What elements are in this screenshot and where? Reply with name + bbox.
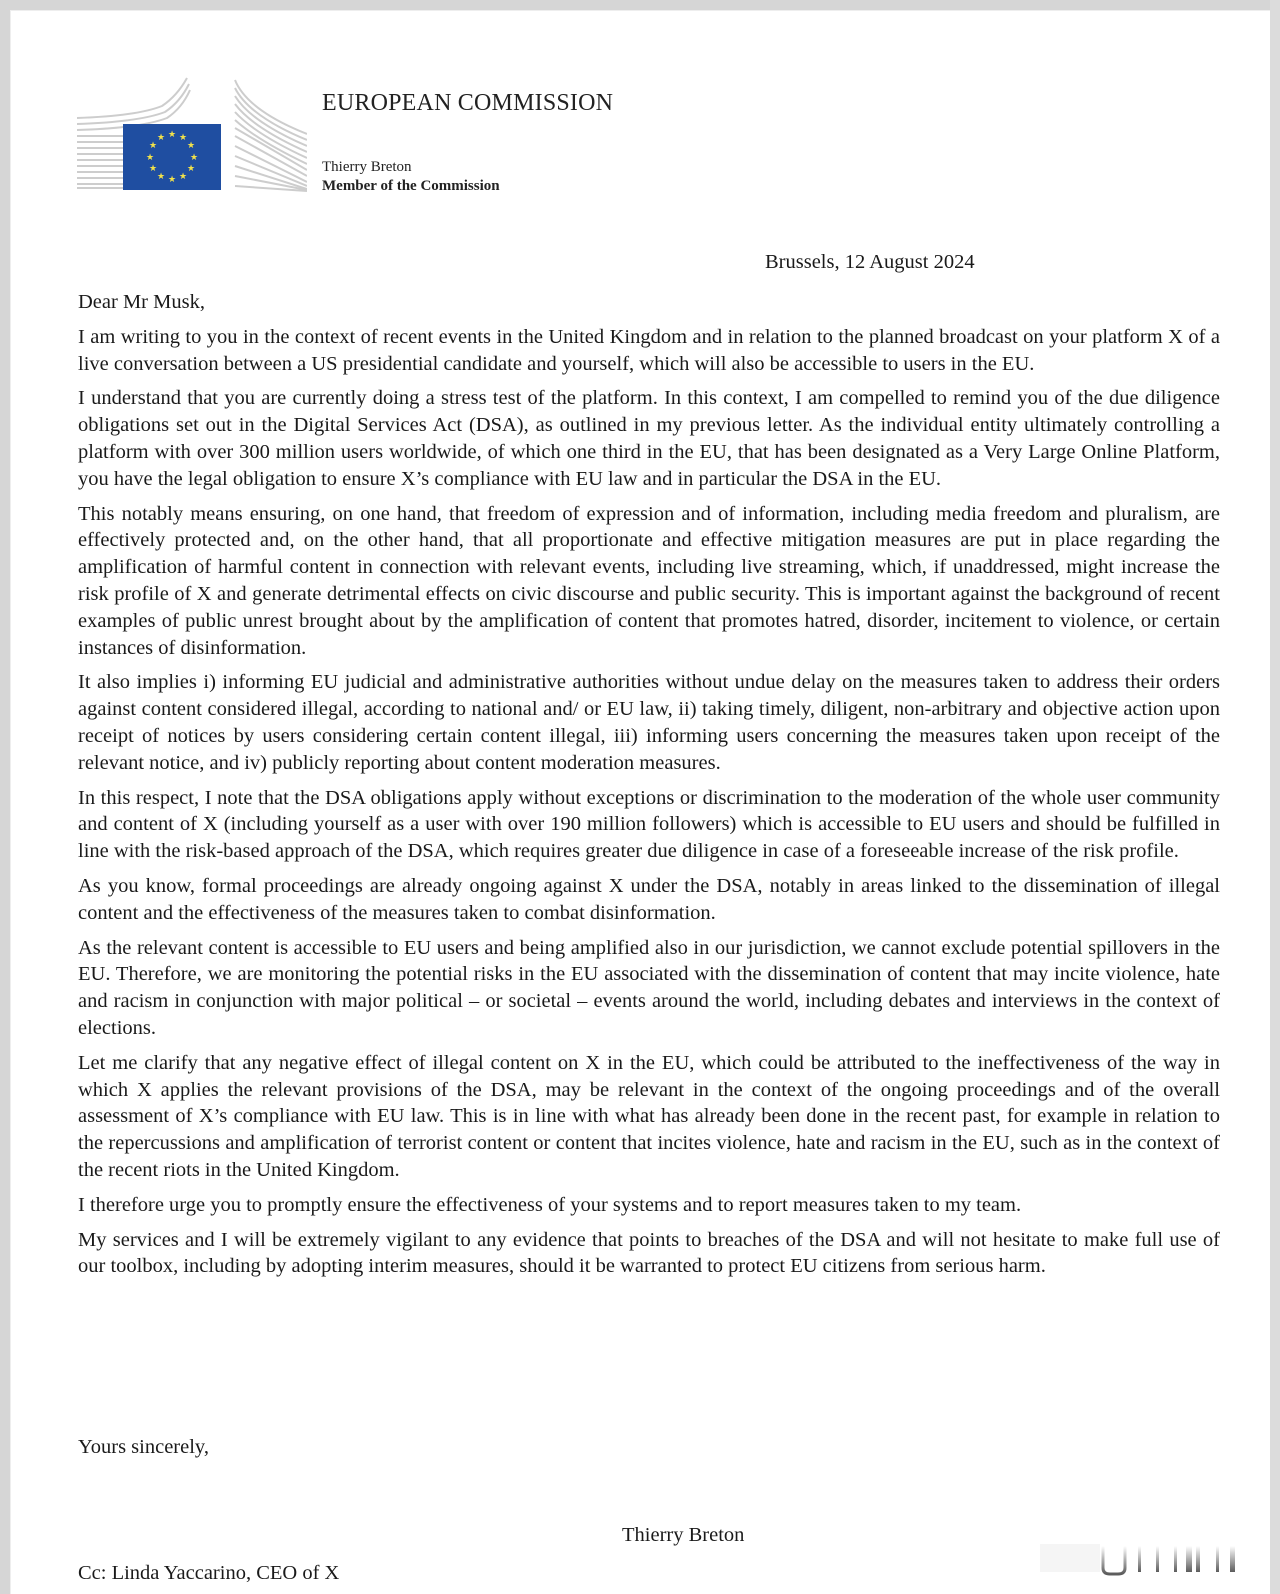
svg-text:★: ★ xyxy=(186,164,196,174)
svg-text:★: ★ xyxy=(148,164,158,174)
page-frame-edge xyxy=(1270,0,1280,1594)
paragraph: It also implies i) informing EU judicial and administrative authorities without undue delay on the measures taken to address their orders against content considered illegal, according to national and/ or EU law, ii) taking timely, diligent, non-arbitrary and objective action upon receipt of notices by users considering certain content illegal, iii) informing users concerning the measures taken upon receipt of the relevant notice, and iv) publicly reporting about content moderation measures. xyxy=(78,671,1220,774)
paragraph: My services and I will be extremely vigilant to any evidence that points to breaches of the DSA and will not hesitate to make full use of our toolbox, including by adopting interim measures, should it be warranted to protect EU citizens from serious harm. xyxy=(78,1228,1220,1278)
paragraph: This notably means ensuring, on one hand, that freedom of expression and of information, including media freedom and pluralism, are effectively protected and, on the other hand, that all proportionate and effective mitigation measures are put in place regarding the amplification of harmful content in connection with relevant events, including live streaming, which, if unaddressed, might increase the risk profile of X and generate detrimental effects on civic discourse and public security. This is important against the background of recent examples of public unrest brought about by the amplification of content that promotes hatred, disorder, incitement to violence, or certain instances of disinformation. xyxy=(78,502,1220,659)
eu-flag-icon xyxy=(77,76,307,192)
svg-text:★: ★ xyxy=(148,141,158,151)
european-commission-logo xyxy=(77,76,307,192)
svg-text:★: ★ xyxy=(167,175,177,185)
paragraph: I am writing to you in the context of recent events in the United Kingdom and in relation to the planned broadcast on your platform X of a live conversation between a US presidential candidate and yourself, which will also be accessible to users in the EU. xyxy=(78,325,1220,375)
paragraph: I therefore urge you to promptly ensure the effectiveness of your systems and to report measures taken to my team. xyxy=(78,1193,1022,1216)
paragraph: Let me clarify that any negative effect of illegal content on X in the EU, which could be attributed to the ineffectiveness of the way in which X applies the relevant provisions of the DSA, may be relevant in the context of the ongoing proceedings and of the overall assessment of X’s compliance with EU law. This is in line with what has already been done in the recent past, for example in relation to the repercussions and amplification of terrorist content or content that incites violence, hate and racism in the EU, such as in the context of the recent riots in the United Kingdom. xyxy=(78,1051,1220,1181)
closing: Yours sincerely, xyxy=(78,1436,209,1458)
organization-title: EUROPEAN COMMISSION xyxy=(322,90,614,116)
sender-name: Thierry Breton xyxy=(322,159,412,175)
svg-text:★: ★ xyxy=(178,172,188,182)
paragraph: In this respect, I note that the DSA obligations apply without exceptions or discrimination to the moderation of the whole user community and content of X (including yourself as a user with over 190 million followers) which is accessible to EU users and should be fulfilled in line with the risk-based approach of the DSA, which requires greater due diligence in case of a foreseeable increase of the risk profile. xyxy=(78,786,1220,863)
paragraph: I understand that you are currently doing a stress test of the platform. In this context, I am compelled to remind you of the due diligence obligations set out in the Digital Services Act (DSA), as outlined in my previous letter. As the individual entity ultimately controlling a platform with over 300 million users worldwide, of which one third in the EU, that has been designated as a Very Large Online Platform, you have the legal obligation to ensure X’s compliance with EU law and in particular the DSA in the EU. xyxy=(78,387,1220,490)
letter-body xyxy=(78,289,1220,1288)
svg-text:★: ★ xyxy=(186,141,196,151)
cc-line: Cc: Linda Yaccarino, CEO of X xyxy=(78,1562,340,1584)
svg-text:★: ★ xyxy=(178,133,188,143)
sender-role: Member of the Commission xyxy=(322,178,500,194)
svg-text:★: ★ xyxy=(145,153,155,163)
paragraph: As you know, formal proceedings are already ongoing against X under the DSA, notably in areas linked to the dissemination of illegal content and the effectiveness of the measures taken to combat disinformation. xyxy=(78,874,1220,924)
place-date: Brussels, 12 August 2024 xyxy=(765,251,975,273)
letter-page xyxy=(10,10,1270,1594)
svg-text:★: ★ xyxy=(167,130,177,140)
paragraph: As the relevant content is accessible to EU users and being amplified also in our jurisdiction, we cannot exclude potential spillovers in the EU. Therefore, we are monitoring the potential risks in the EU associated with the dissemination of content that may incite violence, hate and racism in conjunction with major political – or societal – events around the world, including debates and interviews in the context of elections. xyxy=(78,936,1220,1039)
svg-text:★: ★ xyxy=(156,133,166,143)
svg-text:★: ★ xyxy=(156,172,166,182)
svg-text:★: ★ xyxy=(189,153,199,163)
salutation: Dear Mr Musk, xyxy=(78,291,205,313)
watermark-artifact xyxy=(1030,1538,1270,1578)
signature: Thierry Breton xyxy=(622,1524,745,1546)
